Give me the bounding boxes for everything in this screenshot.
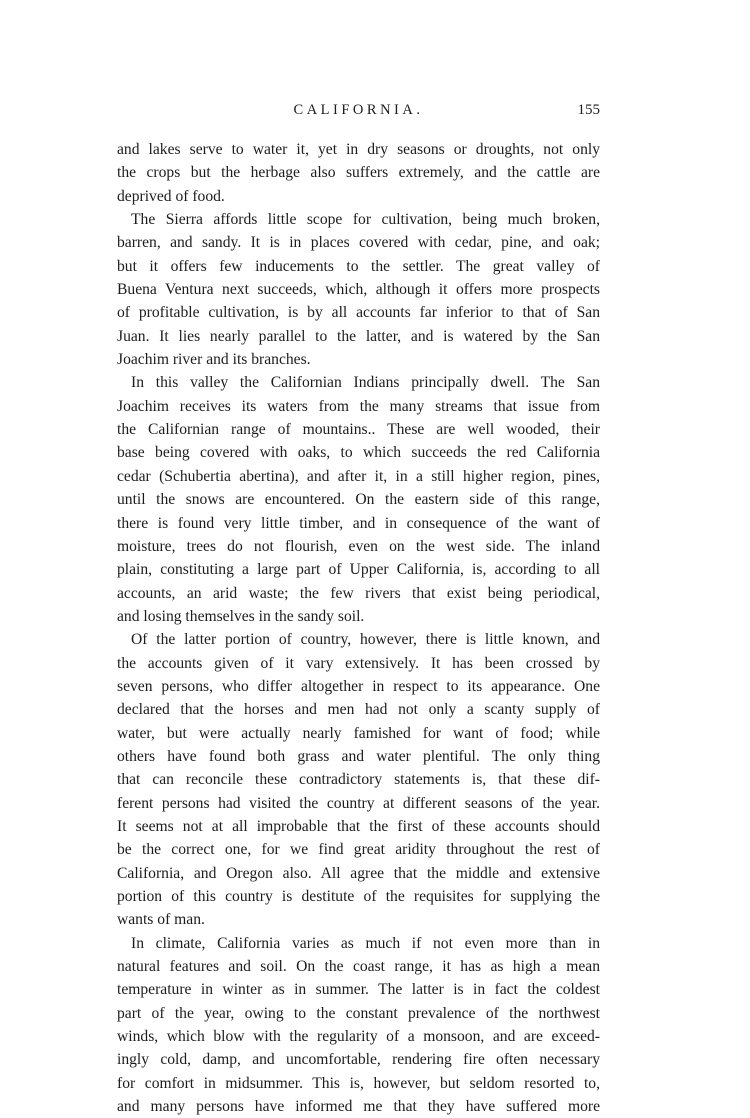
text-line: Juan. It lies nearly parallel to the latter, and is watered by the San	[117, 327, 600, 345]
text-line: others have found both grass and water plentiful. The only thing	[117, 747, 600, 765]
text-line: barren, and sandy. It is in places covered with cedar, pine, and oak;	[117, 234, 600, 252]
paragraph	[117, 371, 600, 628]
text-line: declared that the horses and men had not only a scanty supply of	[117, 701, 600, 719]
text-line: plain, constituting a large part of Upper California, is, according to all	[117, 561, 600, 579]
text-line: In this valley the Californian Indians principally dwell. The San	[131, 374, 600, 392]
text-line: be the correct one, for we find great aridity throughout the rest of	[117, 841, 600, 859]
text-line: In climate, California varies as much if not even more than in	[131, 934, 600, 952]
text-line: of profitable cultivation, is by all accounts far inferior to that of San	[117, 304, 600, 322]
text-line: there is found very little timber, and in consequence of the want of	[117, 514, 600, 532]
text-line: water, but were actually nearly famished for want of food; while	[117, 724, 600, 742]
text-line: and losing themselves in the sandy soil.	[117, 607, 365, 625]
paragraph	[117, 628, 600, 931]
text-line: It seems not at all improbable that the first of these accounts should	[117, 817, 600, 835]
text-line: wants of man.	[117, 911, 205, 929]
text-line: Buena Ventura next succeeds, which, although it offers more prospects	[117, 281, 600, 299]
text-line: that can reconcile these contradictory statements is, that these dif-	[117, 771, 600, 789]
page-header	[117, 102, 600, 132]
text-line: cedar (Schubertia abertina), and after it, in a still higher region, pines,	[117, 467, 600, 485]
running-head: CALIFORNIA.	[293, 102, 424, 118]
text-line: temperature in winter as in summer. The latter is in fact the coldest	[117, 981, 600, 999]
page-number: 155	[577, 102, 600, 118]
text-line: California, and Oregon also. All agree that the middle and extensive	[117, 864, 600, 882]
text-line: but it offers few inducements to the settler. The great valley of	[117, 257, 600, 275]
text-line: Of the latter portion of country, however, there is little known, and	[131, 631, 600, 649]
text-line: deprived of food.	[117, 187, 225, 205]
text-line: and many persons have informed me that they have suffered more	[117, 1098, 600, 1116]
text-line: Joachim receives its waters from the many streams that issue from	[117, 397, 600, 415]
text-line: and lakes serve to water it, yet in dry seasons or droughts, not only	[117, 141, 600, 158]
text-line: portion of this country is destitute of the requisites for supplying the	[117, 888, 600, 905]
text-line: the Californian range of mountains.. These are well wooded, their	[117, 421, 600, 439]
text-line: ferent persons had visited the country at different seasons of the year.	[117, 794, 600, 812]
text-line: until the snows are encountered. On the eastern side of this range,	[117, 491, 600, 509]
paragraph	[117, 932, 600, 1118]
text-line: winds, which blow with the regularity of a monsoon, and are exceed-	[117, 1028, 600, 1046]
text-line: for comfort in midsummer. This is, however, but seldom resorted to,	[117, 1074, 600, 1092]
text-line: the accounts given of it vary extensively. It has been crossed by	[117, 654, 600, 672]
text-line: moisture, trees do not flourish, even on the west side. The inland	[117, 537, 600, 555]
text-line: accounts, an arid waste; the few rivers that exist being periodical,	[117, 584, 600, 602]
text-line: ingly cold, damp, and uncomfortable, rendering fire often necessary	[117, 1051, 600, 1069]
text-line: seven persons, who differ altogether in respect to its appearance. One	[117, 677, 600, 695]
paragraph	[117, 208, 600, 371]
text-line: Joachim river and its branches.	[117, 351, 311, 369]
text-line: natural features and soil. On the coast range, it has as high a mean	[117, 958, 600, 976]
body-text	[117, 138, 600, 1118]
text-line: The Sierra affords little scope for cultivation, being much broken,	[131, 211, 600, 229]
paragraph	[117, 138, 600, 208]
text-line: part of the year, owing to the constant prevalence of the northwest	[117, 1004, 600, 1022]
text-line: base being covered with oaks, to which succeeds the red California	[117, 444, 600, 462]
text-line: the crops but the herbage also suffers extremely, and the cattle are	[117, 164, 600, 182]
